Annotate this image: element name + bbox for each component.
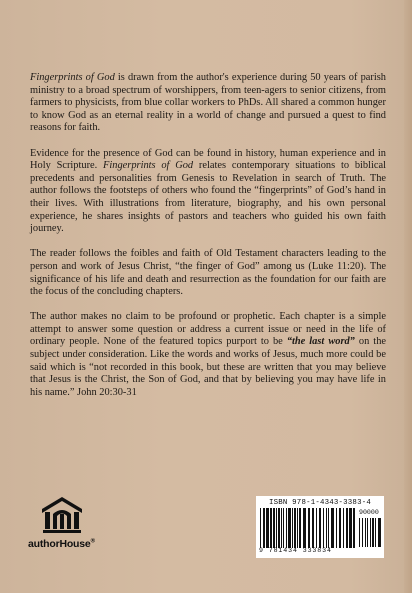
- barcode-bar: [326, 508, 327, 548]
- blurb-paragraph: [30, 148, 386, 236]
- authorhouse-building-icon: [40, 496, 84, 534]
- barcode-digits: 9 781434 333834: [259, 547, 332, 554]
- publisher-logo: [28, 496, 108, 556]
- barcode-bar: [359, 518, 360, 547]
- barcode-bar: [346, 508, 348, 548]
- barcode-bar: [319, 508, 321, 548]
- barcode-bar: [343, 508, 344, 548]
- blurb-text: The author makes no claim to be profound or prophetic. Each chapter is a simple attempt to answer some question or address a current issue or need in the life of ordinary people. None of the featured topics purport to be: [30, 311, 386, 348]
- barcode-bar: [372, 518, 374, 547]
- barcode-bar: [328, 508, 329, 548]
- barcode-bar: [339, 508, 341, 548]
- barcode-bar: [266, 508, 269, 548]
- barcode-bar: [375, 518, 376, 547]
- barcode-bar: [370, 518, 371, 547]
- barcode-bar: [294, 508, 296, 548]
- barcode-bar: [292, 508, 293, 548]
- blurb-paragraph: [30, 311, 386, 399]
- barcode-bar: [312, 508, 314, 548]
- cover-edge: [404, 0, 412, 593]
- price-barcode-bars: [359, 518, 381, 547]
- barcode-bar: [281, 508, 282, 548]
- barcode-bar: [362, 518, 363, 547]
- blurb-paragraph: [30, 72, 386, 135]
- barcode-bar: [283, 508, 284, 548]
- barcode-bar: [331, 508, 334, 548]
- barcode-bar: [303, 508, 306, 548]
- barcode-bar: [308, 508, 310, 548]
- blurb-text: relates contemporary situations to biblical precedents and personalities from Genesis to Revelation in search of Truth. The author follows the footsteps of others who found the “fingerprints” of God’s hand in their lives. With illustrations from literature, biography, and his own personal experience, he shares insights of pastors and teachers who guided his own faith journey.: [30, 160, 386, 235]
- barcode-bars: [260, 508, 356, 548]
- blurb-paragraph: [30, 248, 386, 298]
- barcode-bar: [336, 508, 337, 548]
- barcode-bar: [270, 508, 272, 548]
- barcode-bar: [353, 508, 355, 548]
- barcode-bar: [323, 508, 324, 548]
- barcode-bar: [263, 508, 265, 548]
- emphasis-text: Fingerprints of God: [103, 160, 194, 172]
- barcode-bar: [316, 508, 317, 548]
- blurb-text: is drawn from the author's experience during 50 years of parish ministry to a broad spectrum of worshippers, from teen-agers to senior citizens, from farmers to physicists, from blue collar workers to PhDs. All shared a common hunger to know God as an eternal reality in a world of change and pursued a quest to find reasons for faith.: [30, 72, 386, 134]
- barcode-bar: [349, 508, 352, 548]
- publisher-name: authorHouse®: [28, 538, 95, 550]
- barcode-bar: [365, 518, 366, 547]
- barcode-bar: [299, 508, 301, 548]
- barcode-bar: [378, 518, 381, 547]
- blurb-text: The reader follows the foibles and faith of Old Testament characters leading to the person and work of Jesus Christ, “the finger of God” among us (Luke 11:20). The significance of his life and death and resurrection as the foundation for our faith are the focus of the concluding chapters.: [30, 248, 386, 298]
- barcode-bar: [297, 508, 298, 548]
- barcode-bar: [286, 508, 287, 548]
- emphasis-text: “the last word”: [286, 336, 355, 348]
- isbn-label: ISBN 978-1-4343-3383-4: [269, 499, 371, 507]
- isbn-barcode: [256, 496, 384, 558]
- barcode-bar: [273, 508, 275, 548]
- blurb-text: Evidence for the presence of God can be found in history, human experience and in Holy Scripture.: [30, 147, 386, 172]
- barcode-bar: [288, 508, 291, 548]
- barcode-bar: [367, 518, 368, 547]
- price-code: 90000: [359, 509, 379, 516]
- barcode-bar: [278, 508, 280, 548]
- barcode-bar: [276, 508, 277, 548]
- blurb-text: on the subject under consideration. Like the words and works of Jesus, much more could be said which is “not recorded in this book, but these are written that you may believe that Jesus is the Christ, the Son of God, and that by believing you may have life in his name.” John 20:30-31: [30, 336, 386, 398]
- barcode-bar: [260, 508, 261, 548]
- back-cover-blurb: [30, 72, 386, 399]
- emphasis-text: Fingerprints of God: [30, 72, 115, 83]
